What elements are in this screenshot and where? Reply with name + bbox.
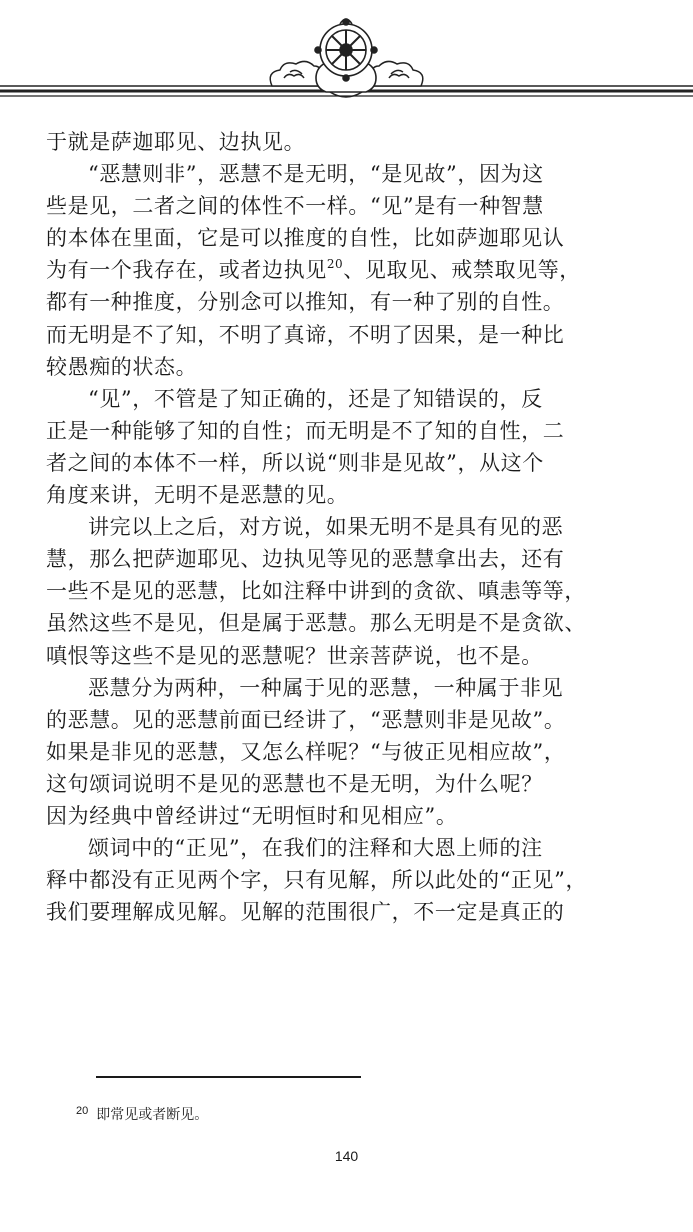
text-line: 一些不是见的恶慧，比如注释中讲到的贪欲、嗔恚等等， [46,579,586,604]
text-line: 而无明是不了知，不明了真谛，不明了因果，是一种比 [46,322,565,347]
text-line: 于就是萨迦耶见、边执见。 [46,130,306,154]
footnote-text: 即常见或者断见。 [96,1107,209,1123]
footnote-ref[interactable]: 20 [326,257,344,272]
page-number: 140 [334,1148,359,1164]
text-line: “恶慧则非”，恶慧不是无明，“是见故”，因为这 [88,162,544,187]
text-line: 较愚痴的状态。 [46,354,198,379]
footnote-number: 20 [76,1105,89,1117]
text-segment: 为有一个我存在，或者边执见 [46,258,327,283]
text-line: 嗔恨等这些不是见的恶慧呢？世亲菩萨说，也不是。 [46,643,543,668]
text-line [46,254,652,286]
text-line: 恶慧分为两种，一种属于见的恶慧，一种属于非见 [88,675,564,700]
text-line: 正是一种能够了知的自性；而无明是不了知的自性，二 [46,418,565,443]
dharma-wheel-icon [315,19,377,97]
text-line: 慧，那么把萨迦耶见、边执见等见的恶慧拿出去，还有 [46,547,565,572]
text-line: 这句颂词说明不是见的恶慧也不是无明，为什么呢？ [46,771,543,796]
text-line: 角度来讲，无明不是恶慧的见。 [46,483,349,508]
text-line: 虽然这些不是见，但是属于恶慧。那么无明是不是贪欲、 [46,611,586,636]
text-line: 颂词中的“正见”，在我们的注释和大恩上师的注 [88,836,543,861]
footnote-divider [96,1076,361,1078]
text-line: 如果是非见的恶慧，又怎么样呢？“与彼正见相应故”， [46,739,566,764]
text-line: 些是见，二者之间的体性不一样。“见”是有一种智慧 [46,194,544,219]
header-ornament [0,0,693,110]
text-line: 的恶慧。见的恶慧前面已经讲了，“恶慧则非是见故”。 [46,707,566,732]
body-text [46,126,652,928]
text-line: 的本体在里面，它是可以推度的自性，比如萨迦耶见认 [46,226,565,251]
text-line: 讲完以上之后，对方说，如果无明不是具有见的恶 [88,515,564,540]
text-segment: 、见取见、戒禁取见等， [343,258,581,283]
text-line: 都有一种推度，分别念可以推知，有一种了别的自性。 [46,290,565,315]
text-line: 释中都没有正见两个字，只有见解，所以此处的“正见”， [46,868,588,893]
text-line: 者之间的本体不一样，所以说“则非是见故”，从这个 [46,450,544,475]
text-line: 我们要理解成见解。见解的范围很广，不一定是真正的 [46,900,565,925]
text-line: 因为经典中曾经讲过“无明恒时和见相应”。 [46,803,458,828]
footnote [76,1104,208,1124]
text-line: “见”，不管是了知正确的，还是了知错误的，反 [88,386,543,411]
